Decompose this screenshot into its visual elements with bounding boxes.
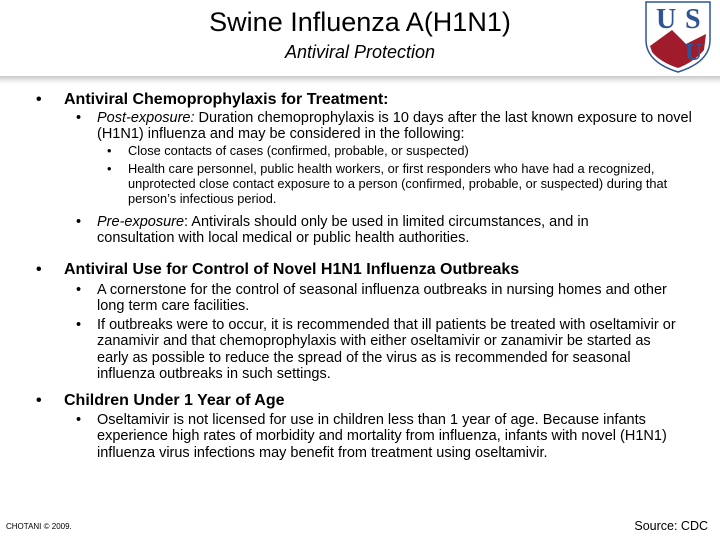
bullet-item: If outbreaks were to occur, it is recommended that ill patients be treated with oseltamivir or zanamivir and that chemoprophylaxis with either oseltamivir or zanamivir be started as early as possible to reduce the spread of the virus as is recommended for seasonal influenza outbreaks in such settings.: [97, 317, 676, 383]
bullet-dot: •: [76, 317, 82, 333]
bullet-item: [97, 214, 667, 247]
section-heading: Antiviral Chemoprophylaxis for Treatment:: [64, 91, 389, 108]
bullet-dot: •: [36, 392, 42, 409]
bullet-lead: Pre-exposure: [97, 214, 185, 230]
usu-shield-logo: [642, 0, 714, 74]
slide-subtitle: Antiviral Protection: [284, 42, 436, 62]
bullet-item: A cornerstone for the control of seasonal influenza outbreaks in nursing homes and other long term care facilities.: [97, 282, 667, 315]
copyright-notice: CHOTANI © 2009.: [6, 522, 72, 531]
bullet-text: Duration chemoprophylaxis is 10 days after the last known exposure to novel (H1N1) influenza and may be considered in the following:: [97, 110, 692, 143]
source-credit: Source: CDC: [634, 519, 708, 533]
bullet-dot: •: [76, 412, 82, 428]
logo-letter-u2: U: [685, 40, 703, 66]
header-rule: [0, 76, 720, 84]
bullet-dot: •: [107, 161, 112, 176]
bullet-dot: •: [107, 143, 112, 158]
logo-letter-s: S: [685, 4, 701, 35]
sub-bullet-item: Close contacts of cases (confirmed, probable, or suspected): [128, 143, 469, 158]
bullet-item: Oseltamivir is not licensed for use in children less than 1 year of age. Because infants experience high rates of morbidity and mortality from influenza, infants with novel (H1N1) influenza virus infections may benefit from treatment using oseltamivir.: [97, 412, 667, 461]
sub-bullet-item: Health care personnel, public health workers, or first responders who have had a recognized, unprotected close contact exposure to a person (confirmed, probable, or suspected) during that person’s infectious period.: [128, 161, 668, 206]
bullet-item: [97, 110, 697, 143]
bullet-dot: •: [36, 261, 42, 278]
bullet-dot: •: [36, 91, 42, 108]
slide-title: Swine Influenza A(H1N1): [209, 7, 511, 37]
section-heading: Antiviral Use for Control of Novel H1N1 Influenza Outbreaks: [64, 261, 520, 278]
bullet-dot: •: [76, 214, 82, 230]
logo-letter-u1: U: [656, 4, 677, 35]
bullet-lead: Post-exposure:: [97, 110, 195, 126]
bullet-dot: •: [76, 110, 82, 126]
bullet-dot: •: [76, 282, 82, 298]
bullet-text: : Antivirals should only be used in limited circumstances, and in consultation with local medical or public health authorities.: [97, 214, 589, 247]
section-heading: Children Under 1 Year of Age: [64, 392, 285, 409]
